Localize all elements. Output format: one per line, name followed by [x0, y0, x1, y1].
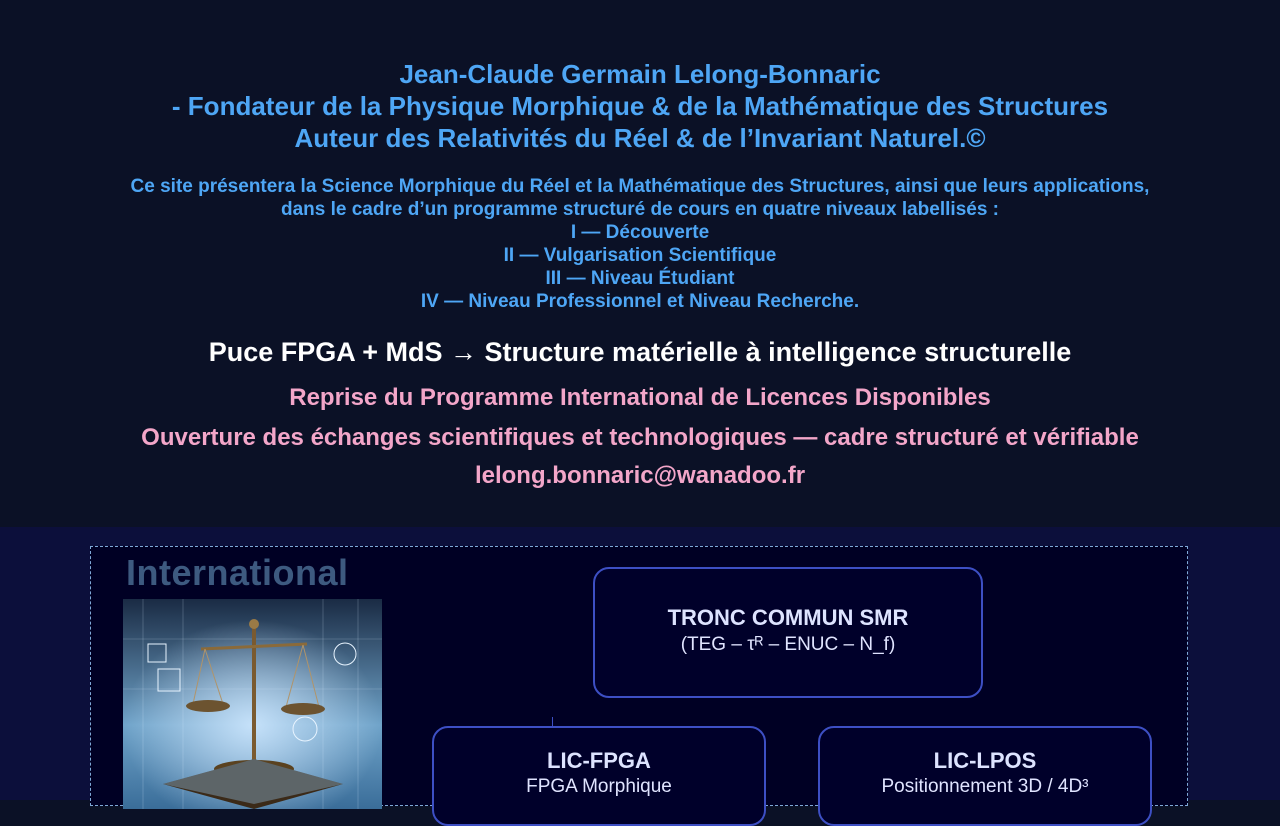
- tronc-commun-card[interactable]: [593, 567, 983, 698]
- tronc-commun-subtitle: (TEG – τᴿ – ENUC – N_f): [680, 634, 896, 655]
- site-intro: [0, 175, 1280, 313]
- fpga-headline: Puce FPGA + MdS → Structure matérielle à intelligence structurelle: [208, 337, 1072, 367]
- title-line-founder: - Fondateur de la Physique Morphique & de la Mathématique des Structures: [171, 91, 1109, 121]
- lic-fpga-card[interactable]: [432, 726, 766, 826]
- level-item-4: IV — Niveau Professionnel et Niveau Recherche.: [420, 291, 860, 312]
- tronc-commun-title: TRONC COMMUN SMR: [667, 605, 909, 630]
- title-line-relativities: Auteur des Relativités du Réel & de l’Invariant Naturel.©: [294, 123, 986, 153]
- title-line-author: Jean-Claude Germain Lelong-Bonnaric: [399, 59, 881, 89]
- intro-line: Ce site présentera la Science Morphique du Réel et la Mathématique des Structures, ainsi que leurs applications,: [130, 176, 1150, 197]
- lic-lpos-card[interactable]: [818, 726, 1152, 826]
- international-logo-word: International: [126, 552, 349, 593]
- intro-line: dans le cadre d’un programme structuré de cours en quatre niveaux labellisés :: [280, 199, 999, 220]
- lic-lpos-subtitle: Positionnement 3D / 4D³: [881, 776, 1089, 797]
- justice-scale-illustration: [123, 599, 382, 809]
- level-item-1: I — Découverte: [570, 222, 710, 243]
- lic-fpga-subtitle: FPGA Morphique: [526, 776, 672, 797]
- level-item-2: II — Vulgarisation Scientifique: [503, 245, 777, 266]
- site-title: [0, 58, 1280, 154]
- level-item-3: III — Niveau Étudiant: [545, 268, 735, 289]
- lic-fpga-title: LIC-FPGA: [547, 748, 651, 773]
- program-announcement: Reprise du Programme International de Licences Disponibles: [289, 384, 991, 411]
- contact-email-link[interactable]: lelong.bonnaric@wanadoo.fr: [474, 462, 806, 489]
- lic-lpos-title: LIC-LPOS: [933, 748, 1037, 773]
- exchanges-announcement: Ouverture des échanges scientifiques et technologiques — cadre structuré et vérifiable: [141, 424, 1139, 451]
